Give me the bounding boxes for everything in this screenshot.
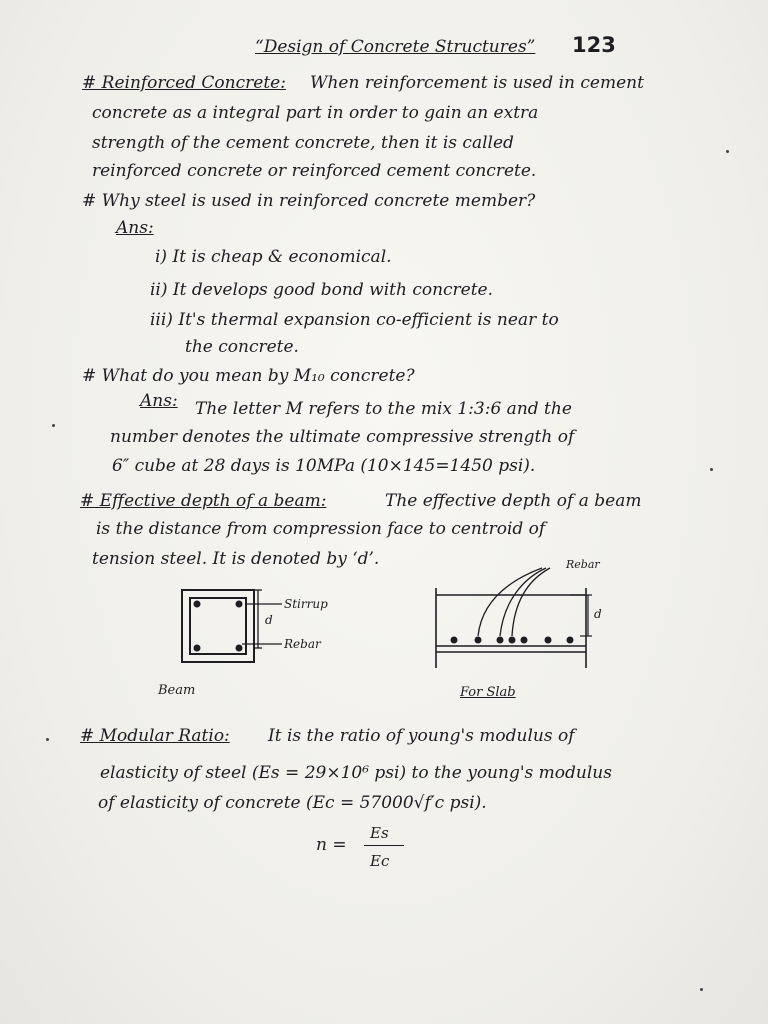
reinforced-concrete-line: When reinforcement is used in cement: [310, 73, 644, 93]
m10-question: # What do you mean by M₁₀ concrete?: [82, 366, 415, 386]
m10-ans-label: Ans:: [140, 391, 178, 411]
why-steel-answer: the concrete.: [185, 337, 299, 357]
m10-line: 6″ cube at 28 days is 10MPa (10×145=1450 psi).: [112, 456, 536, 476]
modular-ratio-formula-denominator: Ec: [370, 852, 390, 870]
slab-rebar: [545, 637, 552, 644]
beam-outer-outline: [182, 590, 254, 662]
paper-speck: [710, 468, 713, 471]
slab-rebar: [451, 637, 458, 644]
slab-rebar: [475, 637, 482, 644]
slab-rebar: [509, 637, 516, 644]
why-steel-ans-label: Ans:: [116, 218, 154, 238]
slab-section-diagram: [420, 550, 630, 680]
page-header-title: “Design of Concrete Structures”: [255, 37, 536, 57]
reinforced-concrete-line: reinforced concrete or reinforced cement concrete.: [92, 161, 537, 181]
m10-line: The letter M refers to the mix 1:3:6 and the: [195, 399, 572, 419]
paper-speck: [726, 150, 729, 153]
beam-rebar: [236, 601, 243, 608]
beam-d-label: d: [265, 613, 273, 627]
m10-line: number denotes the ultimate compressive strength of: [110, 427, 575, 447]
effective-depth-line: tension steel. It is denoted by ‘d’.: [92, 549, 380, 569]
modular-ratio-heading: # Modular Ratio:: [80, 726, 230, 746]
beam-rebar: [194, 601, 201, 608]
slab-rebar: [497, 637, 504, 644]
beam-caption: Beam: [158, 683, 196, 698]
modular-ratio-line: It is the ratio of young's modulus of: [268, 726, 575, 746]
slab-rebar-label: Rebar: [566, 558, 600, 571]
paper-speck: [700, 988, 703, 991]
effective-depth-heading: # Effective depth of a beam:: [80, 491, 327, 511]
paper-speck: [52, 424, 55, 427]
beam-stirrup-label: Stirrup: [284, 597, 328, 611]
beam-rebar: [236, 645, 243, 652]
effective-depth-line: is the distance from compression face to centroid of: [96, 519, 546, 539]
why-steel-answer: i) It is cheap & economical.: [155, 247, 392, 267]
slab-d-label: d: [594, 607, 602, 621]
beam-cross-section-diagram: [170, 580, 370, 700]
slab-rebar: [567, 637, 574, 644]
why-steel-answer: iii) It's thermal expansion co-efficient is near to: [150, 310, 559, 330]
formula-fraction-bar: [364, 845, 404, 846]
reinforced-concrete-heading: # Reinforced Concrete:: [82, 73, 286, 93]
beam-rebar-label: Rebar: [284, 637, 321, 651]
beam-rebar: [194, 645, 201, 652]
reinforced-concrete-line: strength of the cement concrete, then it is called: [92, 133, 514, 153]
modular-ratio-line: of elasticity of concrete (Ec = 57000√f′c psi).: [98, 793, 487, 813]
paper-speck: [46, 738, 49, 741]
modular-ratio-formula-numerator: Es: [370, 824, 389, 842]
effective-depth-line: The effective depth of a beam: [385, 491, 642, 511]
modular-ratio-line: elasticity of steel (Es = 29×10⁶ psi) to the young's modulus: [100, 763, 612, 783]
slab-rebar: [521, 637, 528, 644]
why-steel-question: # Why steel is used in reinforced concrete member?: [82, 191, 536, 211]
modular-ratio-formula-lhs: n =: [316, 835, 347, 855]
why-steel-answer: ii) It develops good bond with concrete.: [150, 280, 494, 300]
reinforced-concrete-line: concrete as a integral part in order to gain an extra: [92, 103, 539, 123]
page-number: 123: [572, 33, 616, 57]
slab-caption: For Slab: [460, 685, 516, 700]
